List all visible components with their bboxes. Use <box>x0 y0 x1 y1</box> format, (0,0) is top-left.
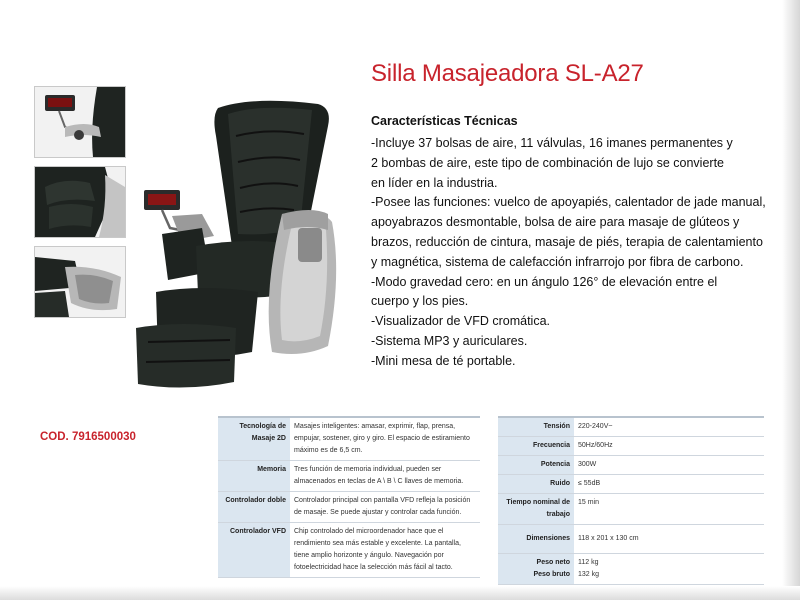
spec-line: 2 bombas de aire, este tipo de combinación de lujo se convierte <box>371 155 724 170</box>
table-label: Potencia <box>498 456 574 475</box>
spec-line: -Mini mesa de té portable. <box>371 353 516 368</box>
table-label: Tecnología de Masaje 2D <box>218 417 290 461</box>
spec-line: en líder en la industria. <box>371 175 498 190</box>
table-row <box>218 492 480 523</box>
table-value: 50Hz/60Hz <box>574 437 764 456</box>
thumbnail-leg-rest[interactable] <box>34 166 126 238</box>
table-label: Controlador VFD <box>218 523 290 578</box>
specs-list <box>371 134 791 372</box>
thumbnail-control-panel[interactable] <box>34 86 126 158</box>
table-value: ≤ 55dB <box>574 475 764 494</box>
table-row <box>498 494 764 525</box>
specs-heading: Características Técnicas <box>371 114 518 128</box>
spec-line: brazos, reducción de cintura, masaje de piés, terapia de calentamiento <box>371 234 763 249</box>
table-label: Frecuencia <box>498 437 574 456</box>
table-value: 220-240V~ <box>574 417 764 437</box>
table-row <box>498 525 764 554</box>
table-row <box>498 475 764 494</box>
control-panel-image <box>35 87 125 157</box>
table-value: 300W <box>574 456 764 475</box>
table-label: Ruido <box>498 475 574 494</box>
product-title: Silla Masajeadora SL-A27 <box>371 60 644 87</box>
table-row <box>218 461 480 492</box>
table-label: Peso neto Peso bruto <box>498 554 574 585</box>
leg-rest-image <box>35 167 125 237</box>
table-label: Dimensiones <box>498 525 574 554</box>
spec-line: -Sistema MP3 y auriculares. <box>371 333 528 348</box>
features-table <box>218 416 480 578</box>
table-value: Controlador principal con pantalla VFD refleja la posición de masaje. Se puede ajustar y controlar cada función. <box>290 492 480 523</box>
massage-chair-image <box>132 96 352 396</box>
table-row <box>498 456 764 475</box>
table-value: 112 kg 132 kg <box>574 554 764 585</box>
side-view-image <box>35 247 125 317</box>
spec-line: cuerpo y los pies. <box>371 294 469 309</box>
table-value: 118 x 201 x 130 cm <box>574 525 764 554</box>
table-value: Tres función de memoria individual, pueden ser almacenados en teclas de A \ B \ C llaves de memoria. <box>290 461 480 492</box>
spec-line: apoyabrazos desmontable, bolsa de aire para masaje de glúteos y <box>371 215 740 230</box>
product-code: COD. 7916500030 <box>40 431 136 443</box>
spec-line: -Posee las funciones: vuelco de apoyapiés, calentador de jade manual, <box>371 195 766 210</box>
table-value: Masajes inteligentes: amasar, exprimir, flap, prensa, empujar, sostener, giro y giro. El espacio de estiramiento máximo es de 6,5 cm. <box>290 417 480 461</box>
spec-line: -Visualizador de VFD cromática. <box>371 314 551 329</box>
table-label: Memoria <box>218 461 290 492</box>
table-row <box>498 437 764 456</box>
table-row <box>218 417 480 461</box>
table-label: Tiempo nominal de trabajo <box>498 494 574 525</box>
spec-line: -Modo gravedad cero: en un ángulo 126° de elevación entre el <box>371 274 718 289</box>
table-row <box>498 554 764 585</box>
table-value: 15 min <box>574 494 764 525</box>
page-bottom-shadow <box>0 586 800 600</box>
table-label: Controlador doble <box>218 492 290 523</box>
spec-line: -Incluye 37 bolsas de aire, 11 válvulas, 16 imanes permanentes y <box>371 136 733 150</box>
thumbnail-side-view[interactable] <box>34 246 126 318</box>
table-value: Chip controlado del microordenador hace que el rendimiento sea más estable y excelente. La pantalla, tiene amplio horizonte y ángulo. Navegación por fotoelectricidad hace la selección más fácil al tacto. <box>290 523 480 578</box>
table-label: Tensión <box>498 417 574 437</box>
technical-table <box>498 416 764 585</box>
table-row <box>498 417 764 437</box>
table-row <box>218 523 480 578</box>
spec-line: y magnética, sistema de calefacción infrarrojo por fibra de carbono. <box>371 254 744 269</box>
